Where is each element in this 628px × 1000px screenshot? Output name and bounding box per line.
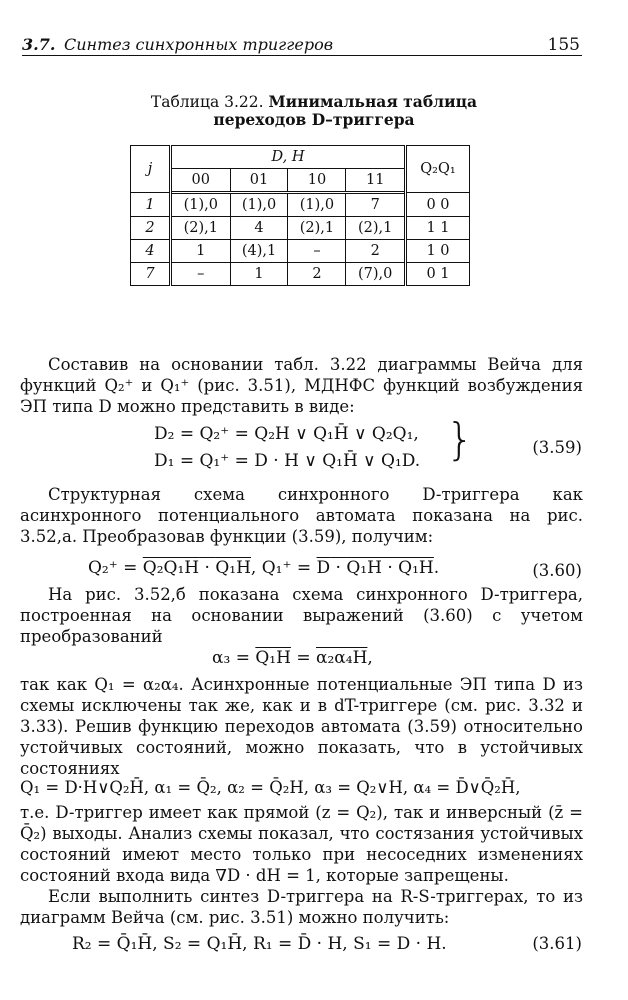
eq60-part: Q₁H: [215, 558, 251, 578]
table-cell: 1: [171, 240, 231, 263]
paragraph-6: [20, 886, 583, 928]
eq60-part: Q₂: [142, 558, 164, 578]
table-caption-line1: [0, 92, 628, 111]
table-row: [131, 263, 470, 286]
row-j: 2: [131, 217, 171, 240]
row-q: 1 1: [406, 217, 470, 240]
table-caption-title1: Минимальная таблица: [268, 92, 478, 111]
paragraph-2-text: Структурная схема синхронного D-триггера как асинхронного потенциального автомата показана на рис. 3.52,а. Преобразовав функции (3.59), получим:: [20, 485, 583, 546]
paragraph-3-text: На рис. 3.52,б показана схема синхронного D-триггера, построенная на основании выражений (3.60) с учетом преобразований: [20, 585, 583, 646]
eq60-part: [143, 558, 251, 578]
row-j: 7: [131, 263, 171, 286]
transition-table: [130, 145, 470, 286]
section-number: 3.7.: [22, 35, 56, 54]
eq60-part: , Q₁⁺ =: [250, 558, 317, 578]
table-row: [131, 217, 470, 240]
table-cell: 1: [230, 263, 288, 286]
table-row: [131, 193, 470, 217]
row-q: 0 1: [406, 263, 470, 286]
sub-col-header: 11: [346, 169, 406, 193]
table-cell: 7: [346, 193, 406, 217]
table-cell: –: [288, 240, 346, 263]
sub-col-header: 10: [288, 169, 346, 193]
paragraph-6-text: Если выполнить синтез D-триггера на R-S-триггерах, то из диаграмм Вейча (см. рис. 3.51) можно получить:: [20, 887, 583, 927]
table-cell: (1),0: [288, 193, 346, 217]
table-cell: (2),1: [346, 217, 406, 240]
table-cell: (1),0: [230, 193, 288, 217]
row-q: 1 0: [406, 240, 470, 263]
table-cell: (2),1: [171, 217, 231, 240]
eq60-part: D · Q₁H · Q₁H: [316, 558, 434, 578]
equation-3-59-line2: D₁ = Q₁⁺ = D · H ∨ Q₁H̄ ∨ Q₁D.: [154, 451, 421, 471]
eq60-part: Q₂⁺ =: [88, 558, 143, 578]
col-header-j: j: [131, 146, 171, 193]
alpha3-part: α₃ =: [212, 648, 256, 668]
table-caption-label: Таблица 3.22.: [150, 93, 264, 111]
col-header-q: Q₂Q₁: [406, 146, 470, 193]
equation-3-61: R₂ = Q̄₁H̄, S₂ = Q₁H̄, R₁ = D̄ · H, S₁ = D · H.: [72, 934, 447, 954]
eq60-part: Q₁H: [398, 558, 434, 578]
equation-number-3-59: (3.59): [532, 438, 582, 457]
alpha3-part: α₂α₄H: [316, 648, 368, 668]
table-cell: 2: [288, 263, 346, 286]
table-cell: –: [171, 263, 231, 286]
equation-number-3-60: (3.60): [532, 561, 582, 580]
alpha3-part: =: [290, 648, 316, 668]
equation-3-59-line1: D₂ = Q₂⁺ = Q₂H ∨ Q₁H̄ ∨ Q₂Q₁,: [154, 424, 419, 444]
table-cell: (1),0: [171, 193, 231, 217]
eq60-part: Q₁H: [346, 558, 382, 578]
table-caption-title2: переходов D–триггера: [213, 110, 415, 129]
paragraph-2: [20, 484, 583, 547]
paragraph-1-text: Составив на основании табл. 3.22 диаграммы Вейча для функций Q₂⁺ и Q₁⁺ (рис. 3.51), МДНФС функций возбуждения ЭП типа D можно представить в виде:: [20, 355, 583, 416]
page-number: 155: [547, 35, 580, 55]
table-cell: 4: [230, 217, 288, 240]
eq60-part: D: [316, 558, 331, 578]
paragraph-4-text: так как Q₁ = α₂α₄. Асинхронные потенциальные ЭП типа D из схемы исключены так же, как и в dT-триггере (см. рис. 3.32 и 3.33). Решив функцию переходов автомата (3.59) относительно устойчивых состояний, можно показать, что в устойчивых состояниях: [20, 675, 583, 778]
sub-col-header: 00: [171, 169, 231, 193]
alpha3-part: Q₁H: [255, 648, 291, 668]
equation-3-60: [88, 558, 439, 578]
table-row: [131, 240, 470, 263]
table-cell: (4),1: [230, 240, 288, 263]
paragraph-1: [20, 354, 583, 417]
running-header: [22, 33, 582, 56]
right-brace: }: [446, 414, 474, 465]
sub-col-header: 01: [230, 169, 288, 193]
row-q: 0 0: [406, 193, 470, 217]
eq60-part: ·: [199, 558, 216, 578]
equation-alpha3: [212, 648, 373, 668]
col-header-dh: D, H: [171, 146, 406, 169]
paragraph-4: [20, 674, 583, 779]
eq60-part: Q₁H: [163, 558, 200, 578]
row-j: 4: [131, 240, 171, 263]
table-cell: (2),1: [288, 217, 346, 240]
paragraph-5-text: т.е. D-триггер имеет как прямой (z = Q₂), так и инверсный (z̄ = Q̄₂) выходы. Анализ схемы показал, что состязания устойчивых состояний имеют место только при несоседних изменениях состояний входа вида ∇D · dH = 1, которые запрещены.: [20, 803, 583, 885]
equation-number-3-61: (3.61): [532, 934, 582, 953]
section-title: Синтез синхронных триггеров: [64, 35, 334, 54]
table-cell: 2: [346, 240, 406, 263]
paragraph-5: [20, 802, 583, 886]
alpha3-part: ,: [367, 648, 373, 668]
row-j: 1: [131, 193, 171, 217]
paragraph-3: [20, 584, 583, 647]
eq60-part: .: [433, 558, 440, 578]
table-cell: (7),0: [346, 263, 406, 286]
equation-stable-states: Q₁ = D·H∨Q₂H̄, α₁ = Q̄₂, α₂ = Q̄₂H, α₃ = Q₂∨H, α₄ = D̄∨Q̄₂H̄,: [20, 778, 521, 797]
